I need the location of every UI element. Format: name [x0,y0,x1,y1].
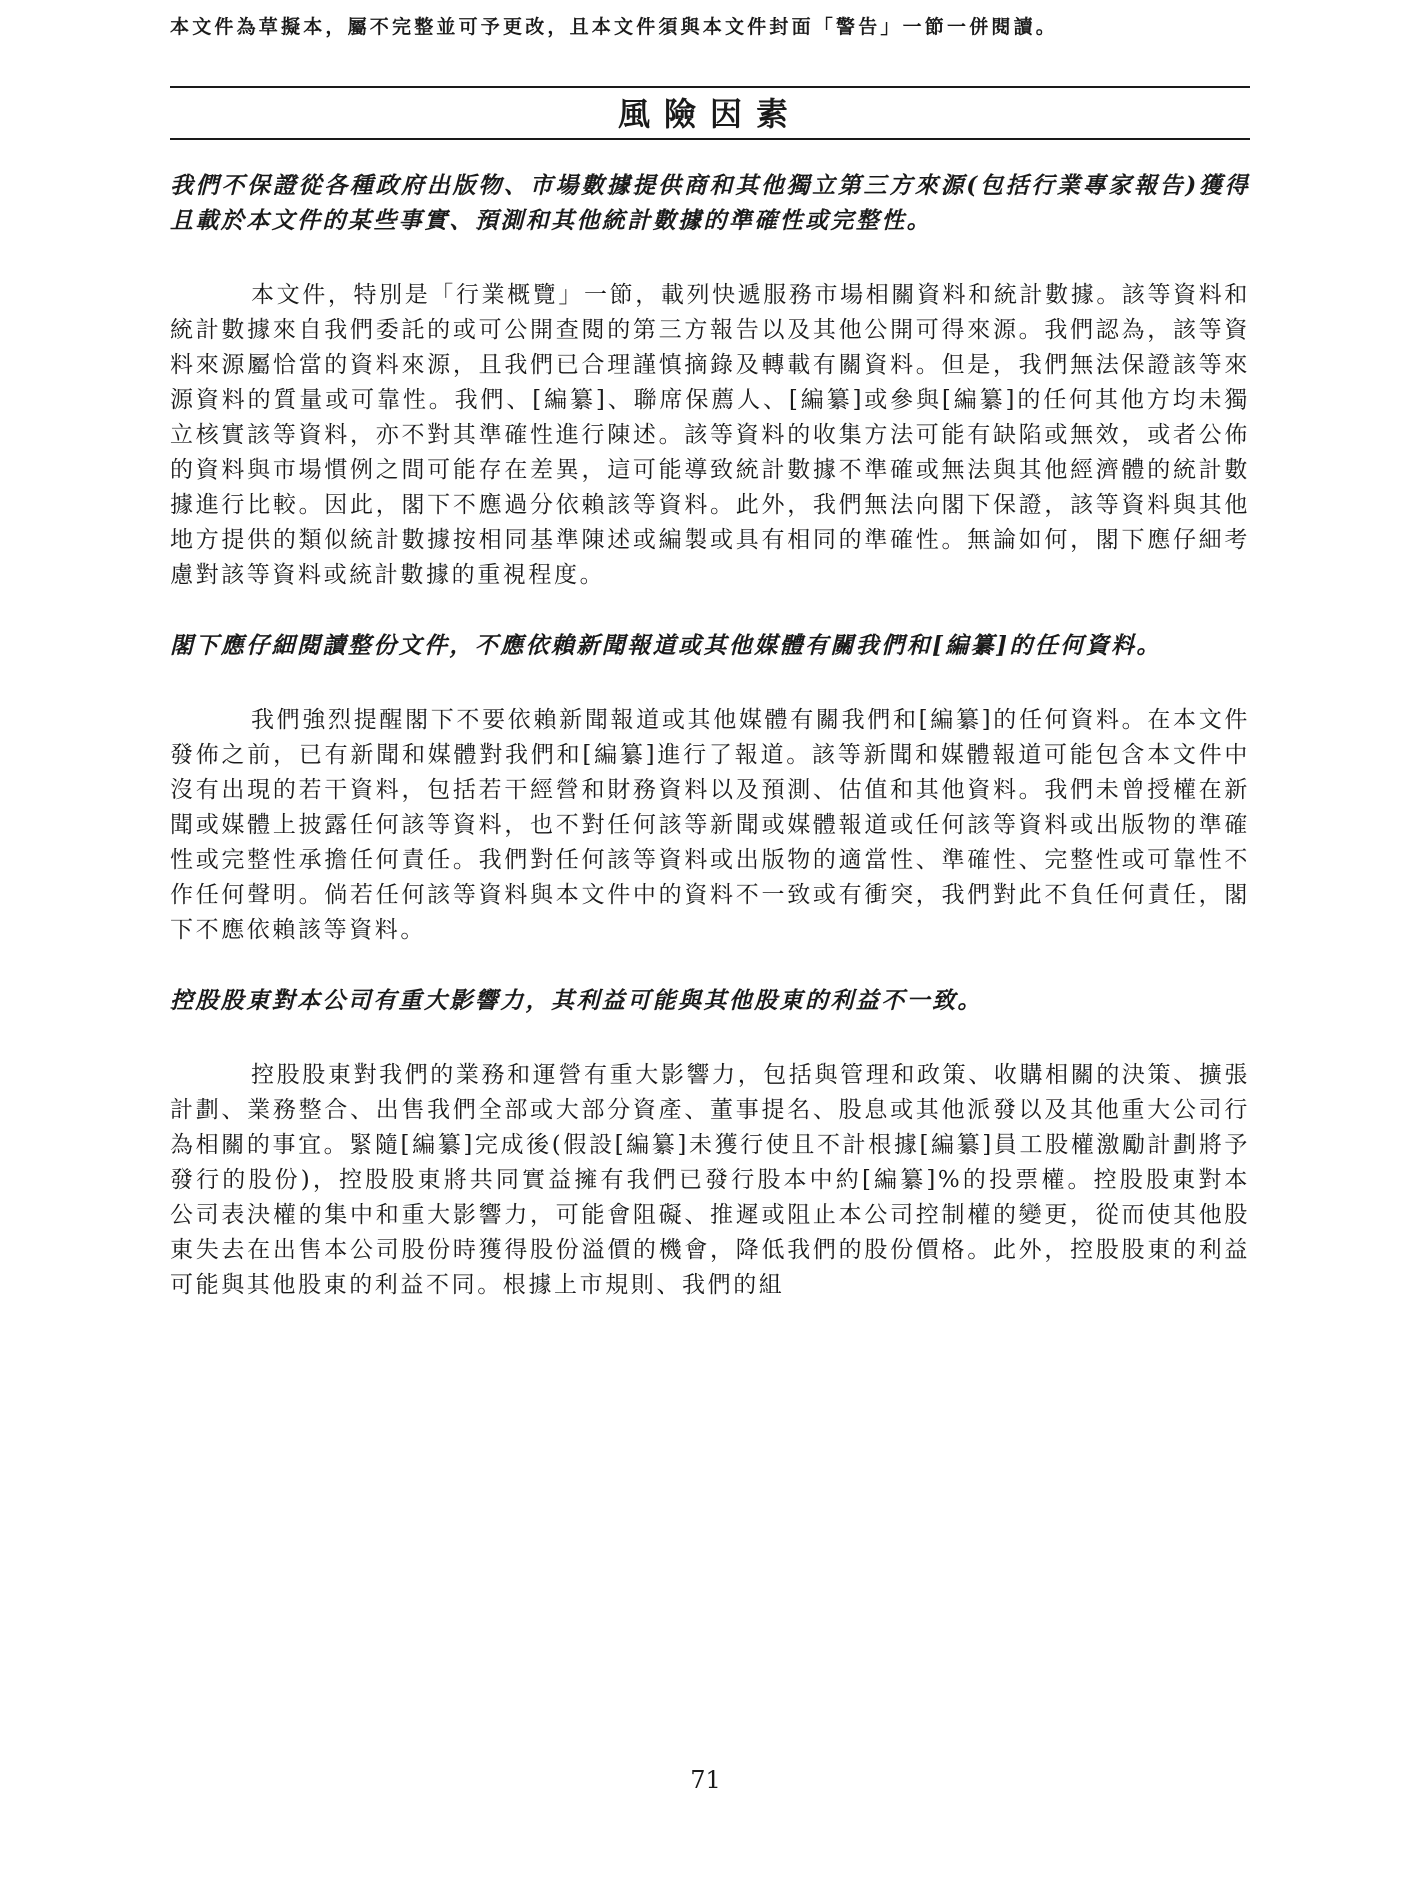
risk-factors-content [170,168,1250,1303]
risk-item-third-party-data [170,168,1250,628]
risk-body: 我們強烈提醒閣下不要依賴新聞報道或其他媒體有關我們和[編纂]的任何資料。在本文件發佈之前，已有新聞和媒體對我們和[編纂]進行了報道。該等新聞和媒體報道可能包含本文件中沒有出現的若干資料，包括若干經營和財務資料以及預測、估值和其他資料。我們未曾授權在新聞或媒體上披露任何該等資料，也不對任何該等新聞或媒體報道或任何該等資料或出版物的準確性或完整性承擔任何責任。我們對任何該等資料或出版物的適當性、準確性、完整性或可靠性不作任何聲明。倘若任何該等資料與本文件中的資料不一致或有衝突，我們對此不負任何責任，閣下不應依賴該等資料。 [170,707,1250,943]
risk-item-media-reports [170,628,1250,983]
risk-heading: 控股股東對本公司有重大影響力，其利益可能與其他股東的利益不一致。 [170,987,983,1014]
risk-heading: 我們不保證從各種政府出版物、市場數據提供商和其他獨立第三方來源(包括行業專家報告)獲得且載於本文件的某些事實、預測和其他統計數據的準確性或完整性。 [170,172,1250,234]
page-number: 71 [690,1766,721,1794]
risk-item-controlling-shareholders [170,983,1250,1303]
risk-body: 控股股東對我們的業務和運營有重大影響力，包括與管理和政策、收購相關的決策、擴張計劃、業務整合、出售我們全部或大部分資產、董事提名、股息或其他派發以及其他重大公司行為相關的事宜。緊隨[編纂]完成後(假設[編纂]未獲行使且不計根據[編纂]員工股權激勵計劃將予發行的股份)，控股股東將共同實益擁有我們已發行股本中約[編纂]%的投票權。控股股東對本公司表決權的集中和重大影響力，可能會阻礙、推遲或阻止本公司控制權的變更，從而使其他股東失去在出售本公司股份時獲得股份溢價的機會，降低我們的股份價格。此外，控股股東的利益可能與其他股東的利益不同。根據上市規則、我們的組 [170,1062,1250,1298]
risk-body: 本文件，特別是「行業概覽」一節，載列快遞服務市場相關資料和統計數據。該等資料和統計數據來自我們委託的或可公開查閱的第三方報告以及其他公開可得來源。我們認為，該等資料來源屬恰當的資料來源，且我們已合理謹慎摘錄及轉載有關資料。但是，我們無法保證該等來源資料的質量或可靠性。我們、[編纂]、聯席保薦人、[編纂]或參與[編纂]的任何其他方均未獨立核實該等資料，亦不對其準確性進行陳述。該等資料的收集方法可能有缺陷或無效，或者公佈的資料與市場慣例之間可能存在差異，這可能導致統計數據不準確或無法與其他經濟體的統計數據進行比較。因此，閣下不應過分依賴該等資料。此外，我們無法向閣下保證，該等資料與其他地方提供的類似統計數據按相同基準陳述或編製或具有相同的準確性。無論如何，閣下應仔細考慮對該等資料或統計數據的重視程度。 [170,282,1250,588]
title-bottom-rule [170,138,1250,140]
draft-warning-notice: 本文件為草擬本，屬不完整並可予更改，且本文件須與本文件封面「警告」一節一併閱讀。 [170,16,1059,38]
title-top-rule [170,86,1250,88]
section-title: 風險因素 [617,95,802,133]
risk-heading: 閣下應仔細閱讀整份文件，不應依賴新聞報道或其他媒體有關我們和[編纂]的任何資料。 [170,632,1162,659]
